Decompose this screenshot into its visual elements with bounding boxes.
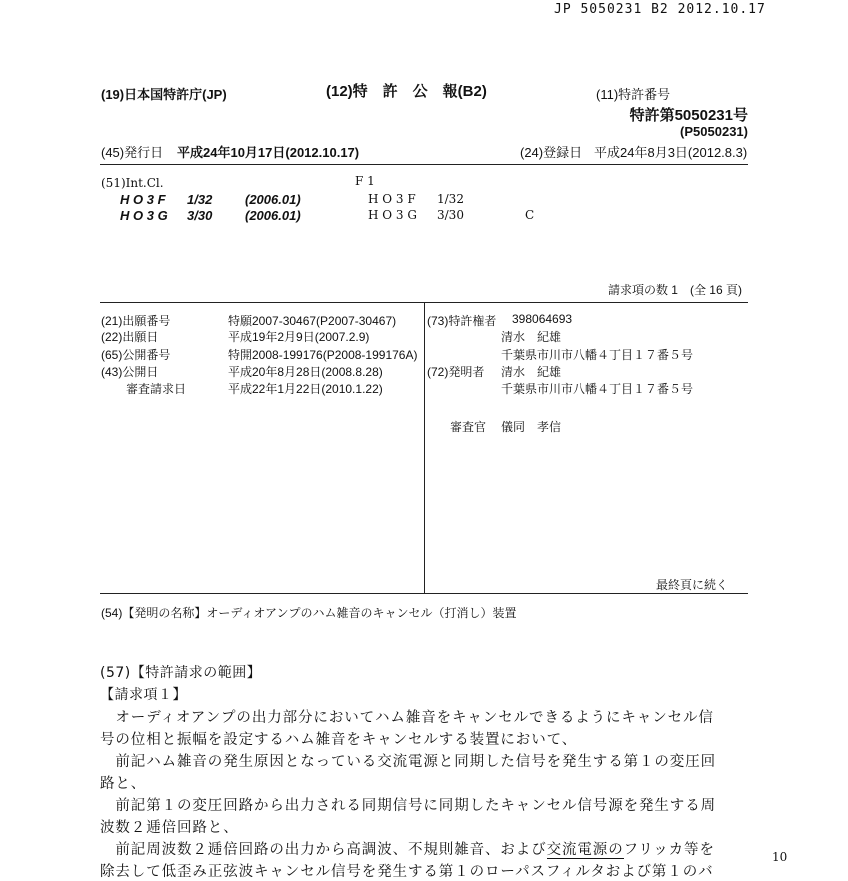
fi-code-2: H O 3 G (368, 208, 417, 222)
issue-date-label: (45)発行日 (101, 145, 164, 160)
claim-text-line: オーディオアンプの出力部分においてハム雑音をキャンセルできるようにキャンセル信 (100, 710, 714, 726)
continued-note: 最終頁に続く (655, 578, 728, 592)
claim-text-line: 除去して低歪み正弦波キャンセル信号を発生する第１のローパスフィルタおよび第１のバ (100, 864, 714, 880)
claim-text-line (100, 838, 715, 859)
issue-date: 平成24年10月17日(2012.10.17) (177, 145, 360, 160)
intcl-edition-2: (2006.01) (245, 208, 301, 223)
fi-label: F 1 (355, 174, 375, 188)
patentee-id: 398064693 (512, 312, 573, 326)
fi-group-1: 1/32 (437, 192, 464, 206)
claim-text-line: 前記第１の変圧回路から出力される同期信号に同期したキャンセル信号源を発生する周 (100, 798, 716, 814)
application-number-label: (21)出願番号 (101, 314, 171, 328)
fi-suffix-2: C (525, 208, 535, 222)
claim-text-line: 号の位相と振幅を設定するハム雑音をキャンセルする装置において、 (100, 732, 578, 748)
patent-number-paren: (P5050231) (680, 124, 748, 139)
patentee-name: 清水 紀雄 (501, 330, 562, 344)
publication-date: 平成20年8月28日(2008.8.28) (228, 365, 383, 379)
publication-number-label: (65)公開番号 (101, 348, 171, 362)
patent-number-label: (11)特許番号 (596, 87, 671, 102)
intcl-edition-1: (2006.01) (245, 192, 301, 207)
claim-text-line: 波数２逓倍回路と、 (100, 820, 239, 836)
publication-date-label: (43)公開日 (101, 365, 159, 379)
inventor-name: 清水 紀雄 (501, 365, 562, 379)
publication-number: 特開2008-199176(P2008-199176A) (228, 348, 418, 362)
office-label: (19)日本国特許庁(JP) (101, 87, 227, 102)
claims-section-heading: (57)【特許請求の範囲】 (100, 665, 262, 681)
claim-text-segment: 前記周波数２逓倍回路の出力から高調波、不規則雑音、および (100, 842, 547, 858)
claim-text-line: 路と、 (100, 776, 147, 792)
fi-group-2: 3/30 (437, 208, 464, 222)
patent-number: 特許第5050231号 (629, 107, 748, 124)
examination-request-date: 平成22年1月22日(2010.1.22) (228, 382, 383, 396)
examination-request-label: 審査請求日 (126, 382, 187, 396)
intcl-group-2: 3/30 (187, 208, 213, 223)
application-date: 平成19年2月9日(2007.2.9) (228, 330, 370, 344)
inventor-address: 千葉県市川市八幡４丁目１７番５号 (501, 382, 694, 396)
examiner-name: 儀同 孝信 (501, 420, 562, 434)
intcl-code-1: H O 3 F (120, 192, 166, 207)
intcl-label: (51)Int.Cl. (101, 176, 164, 190)
intcl-code-2: H O 3 G (120, 208, 168, 223)
document-id: JP 5050231 B2 2012.10.17 (554, 2, 766, 17)
patentee-address: 千葉県市川市八幡４丁目１７番５号 (501, 348, 694, 362)
claim-text-underlined: 交流電源の (546, 842, 624, 858)
application-date-label: (22)出願日 (101, 330, 159, 344)
claim-text-line: 前記ハム雑音の発生原因となっている交流電源と同期した信号を発生する第１の変圧回 (100, 754, 716, 770)
application-number: 特願2007-30467(P2007-30467) (228, 314, 397, 328)
registration-date-label: (24)登録日 (520, 145, 583, 160)
intcl-group-1: 1/32 (187, 192, 213, 207)
line-number: 10 (772, 850, 788, 864)
claims-count: 請求項の数 1 (全 16 頁) (607, 283, 742, 297)
patentee-label: (73)特許権者 (427, 314, 497, 328)
header-divider (100, 164, 748, 165)
bib-box-divider (424, 302, 425, 594)
registration-date: 平成24年8月3日(2012.8.3) (594, 145, 748, 160)
document-type: (12)特 許 公 報(B2) (326, 83, 487, 100)
inventor-label: (72)発明者 (427, 365, 485, 379)
fi-code-1: H O 3 F (368, 192, 416, 206)
examiner-label: 審査官 (450, 420, 487, 434)
claim-1-heading: 【請求項１】 (100, 687, 187, 703)
claim-text-segment: フリッカ等を (623, 842, 715, 858)
invention-title: (54)【発明の名称】オーディオアンプのハム雑音のキャンセル（打消し）装置 (101, 606, 517, 620)
